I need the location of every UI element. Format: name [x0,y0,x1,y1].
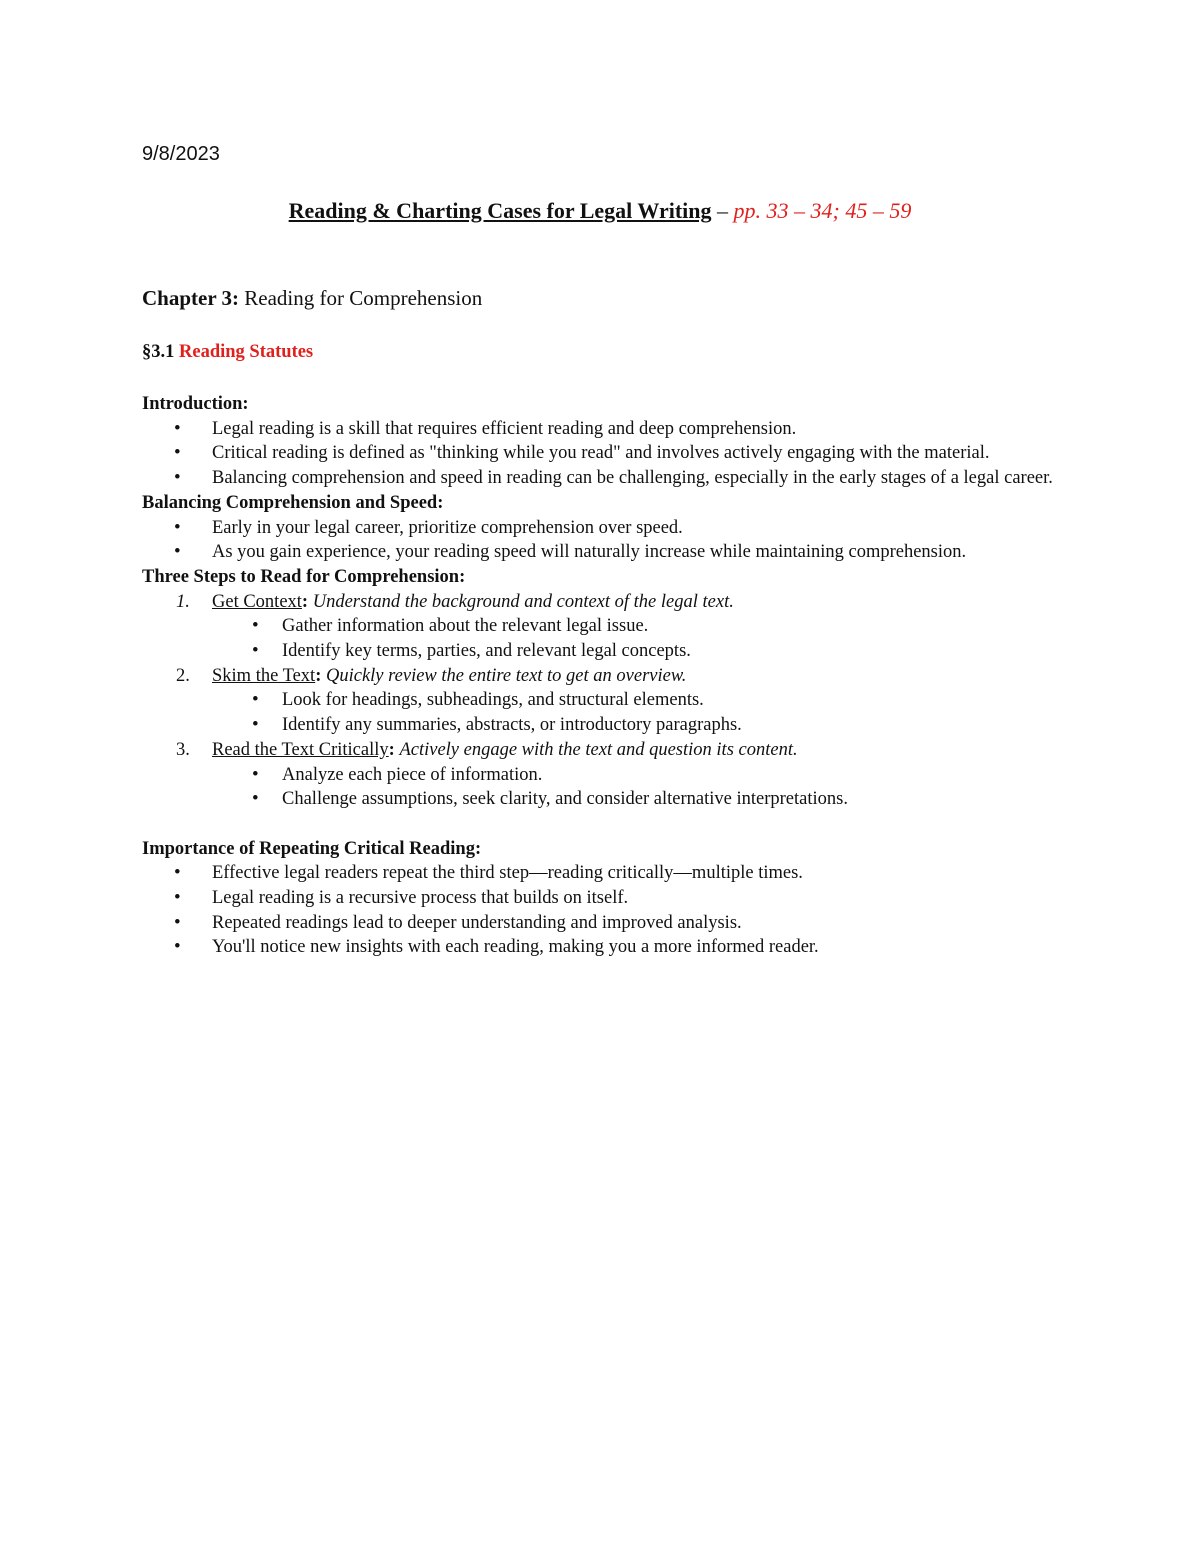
importance-heading: Importance of Repeating Critical Reading: [142,838,482,859]
list-item: • As you gain experience, your reading speed will naturally increase while maintaining comprehension. [142,540,1062,565]
step-sublist [212,688,1062,737]
sub-list-item: • Challenge assumptions, seek clarity, and consider alternative interpretations. [212,787,1062,812]
step-label: Skim the Text [212,665,316,686]
list-item: • You'll notice new insights with each reading, making you a more informed reader. [142,935,1062,960]
list-item: • Early in your legal career, prioritize comprehension over speed. [142,516,1062,541]
importance-list [142,861,1062,960]
step-colon: : [315,665,322,686]
sub-list-item: • Analyze each piece of information. [212,763,1062,788]
step-sublist [212,614,1062,663]
sub-list-item: • Look for headings, subheadings, and structural elements. [212,688,1062,713]
introduction-heading: Introduction: [142,394,249,414]
title-main: Reading & Charting Cases for Legal Writing [288,198,712,223]
step-number: 3. [176,739,190,760]
step-sublist [212,763,1062,812]
sub-list-item: • Identify any summaries, abstracts, or introductory paragraphs. [212,713,1062,738]
introduction-list [142,417,1062,491]
step-colon: : [301,591,309,612]
chapter-heading [142,286,482,311]
step-item [142,738,1062,812]
chapter-text: Reading for Comprehension [239,286,483,310]
balancing-heading: Balancing Comprehension and Speed: [142,492,444,513]
list-item: • Legal reading is a skill that requires efficient reading and deep comprehension. [142,417,1062,442]
title-dash: – [711,198,734,223]
steps-heading: Three Steps to Read for Comprehension: [142,566,466,587]
step-description: Understand the background and context of the legal text. [312,591,734,612]
balancing-list [142,516,1062,565]
step-item [142,664,1062,738]
step-item [142,590,1062,664]
sub-list-item: • Identify key terms, parties, and relevant legal concepts. [212,639,1062,664]
steps-list [142,590,1062,812]
sub-list-item: • Gather information about the relevant legal issue. [212,614,1062,639]
step-number: 1. [176,591,190,612]
step-number: 2. [176,665,190,686]
step-label: Get Context [212,591,302,612]
title-page-range: pp. 33 – 34; 45 – 59 [733,198,912,223]
section-heading [142,342,313,363]
spacer [142,812,1062,837]
notes-body [142,392,1062,960]
section-title: Reading Statutes [179,342,314,362]
step-description: Quickly review the entire text to get an overview. [326,665,687,686]
list-item: • Effective legal readers repeat the third step—reading critically—multiple times. [142,861,1062,886]
step-colon: : [388,739,395,760]
list-item: • Critical reading is defined as "thinking while you read" and involves actively engaging with the material. [142,441,1062,466]
step-description: Actively engage with the text and question its content. [399,739,798,760]
step-label: Read the Text Critically [212,739,389,760]
list-item: • Repeated readings lead to deeper understanding and improved analysis. [142,911,1062,936]
chapter-label: Chapter 3: [142,286,240,310]
document-date: 9/8/2023 [142,143,220,165]
section-number: §3.1 [142,342,175,362]
list-item: • Legal reading is a recursive process that builds on itself. [142,886,1062,911]
document-title [0,198,1200,224]
list-item: • Balancing comprehension and speed in reading can be challenging, especially in the early stages of a legal career. [142,466,1062,491]
